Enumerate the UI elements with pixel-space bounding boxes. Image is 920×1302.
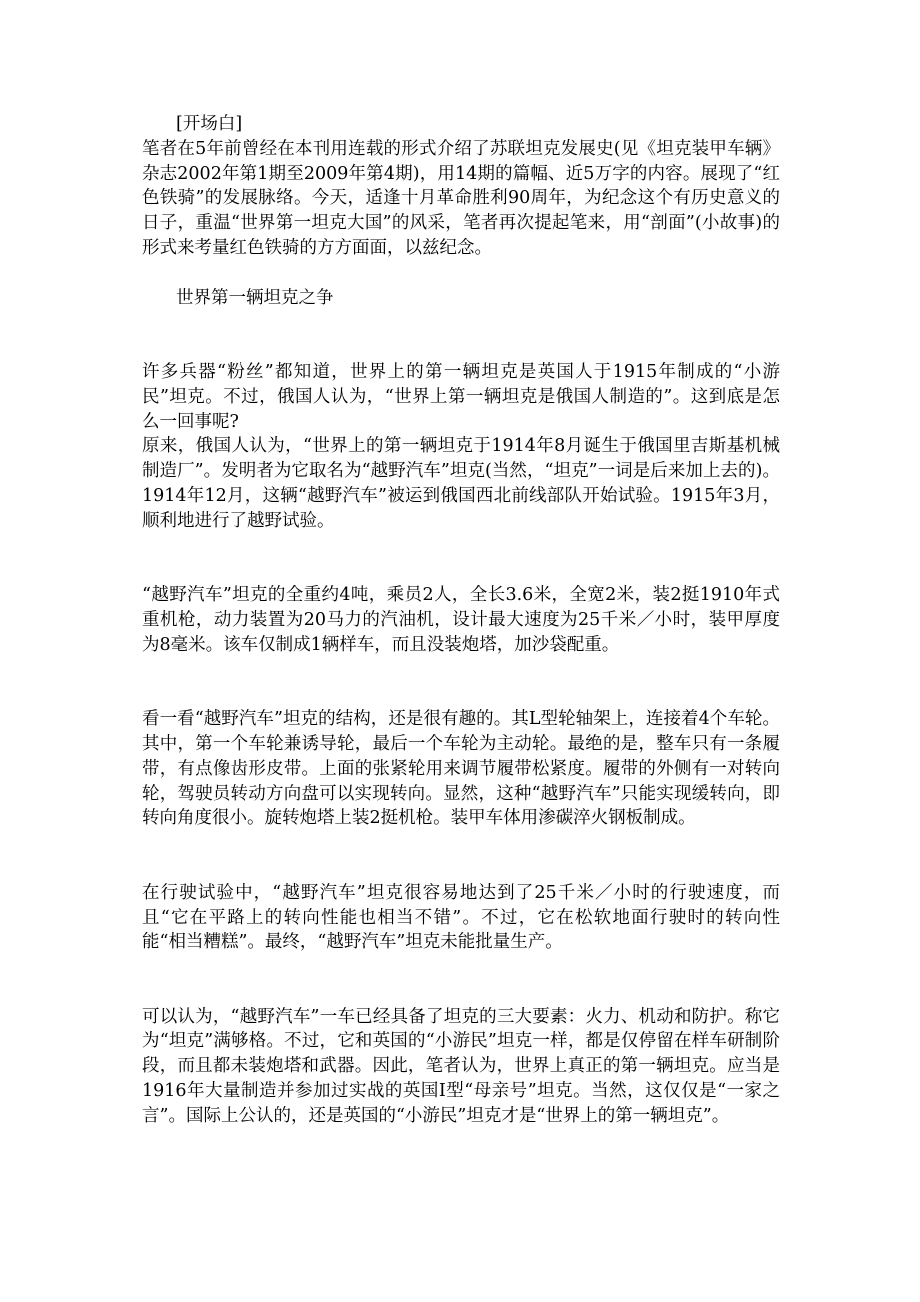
spacer [142, 658, 780, 708]
paragraph-6: 可以认为，“越野汽车”一车已经具备了坦克的三大要素：火力、机动和防护。称它为“坦克”满够格。不过，它和英国的“小游民”坦克一样，都是仅停留在样车研制阶段，而且都未装炮塔和武器。因此，笔者认为，世界上真正的第一辆坦克。应当是1916年大量制造并参加过实战的英国I型“母亲号”坦克。当然，这仅仅是“一家之言”。国际上公认的，还是英国的“小游民”坦克才是“世界上的第一辆坦克”。 [142, 1006, 780, 1126]
paragraph-2: 原来，俄国人认为，“世界上的第一辆坦克于1914年8月诞生于俄国里吉斯基机械制造厂”。发明者为它取名为“越野汽车”坦克(当然，“坦克”一词是后来加上去的)。1914年12月，这辆“越野汽车”被运到俄国西北前线部队开始试验。1915年3月，顺利地进行了越野试验。 [142, 436, 780, 531]
spacer [142, 831, 780, 881]
paragraph-3: “越野汽车”坦克的全重约4吨，乘员2人，全长3.6米，全宽2米，装2挺1910年式重机枪，动力装置为20马力的汽油机，设计最大速度为25千米／小时，装甲厚度为8毫米。该车仅制成1辆样车，而且没装炮塔，加沙袋配重。 [142, 585, 780, 655]
paragraph-4: 看一看“越野汽车”坦克的结构，还是很有趣的。其L型轮轴架上，连接着4个车轮。其中，第一个车轮兼诱导轮，最后一个车轮为主动轮。最绝的是，整车只有一条履带，有点像齿形皮带。上面的张紧轮用来调节履带松紧度。履带的外侧有一对转向轮，驾驶员转动方向盘可以实现转向。显然，这种“越野汽车”只能实现缓转向，即转向角度很小。旋转炮塔上装2挺机枪。装甲车体用渗碳淬火钢板制成。 [142, 709, 780, 829]
paragraph-5: 在行驶试验中，“越野汽车”坦克很容易地达到了25千米／小时的行驶速度，而且“它在平路上的转向性能也相当不错”。不过，它在松软地面行驶时的转向性能“相当糟糕”。最终，“越野汽车”坦克未能批量生产。 [142, 882, 780, 953]
document-body [142, 112, 780, 1129]
spacer [142, 261, 780, 286]
spacer [142, 310, 780, 360]
spacer [142, 534, 780, 584]
spacer [142, 955, 780, 1005]
section-title: 世界第一辆坦克之争 [176, 287, 334, 308]
paragraph-1: 许多兵器“粉丝”都知道，世界上的第一辆坦克是英国人于1915年制成的“小游民”坦克。不过，俄国人认为，“世界上第一辆坦克是俄国人制造的”。这到底是怎么一回事呢? [142, 361, 780, 432]
intro-paragraph: 笔者在5年前曾经在本刊用连载的形式介绍了苏联坦克发展史(见《坦克装甲车辆》杂志2002年第1期至2009年第4期)，用14期的篇幅、近5万字的内容。展现了“红色铁骑”的发展脉络。今天，适逢十月革命胜利90周年，为纪念这个有历史意义的日子，重温“世界第一坦克大国”的风采，笔者再次提起笔来，用“剖面”(小故事)的形式来考量红色铁骑的方方面面，以兹纪念。 [142, 138, 780, 258]
opening-label: [开场白] [176, 114, 243, 134]
